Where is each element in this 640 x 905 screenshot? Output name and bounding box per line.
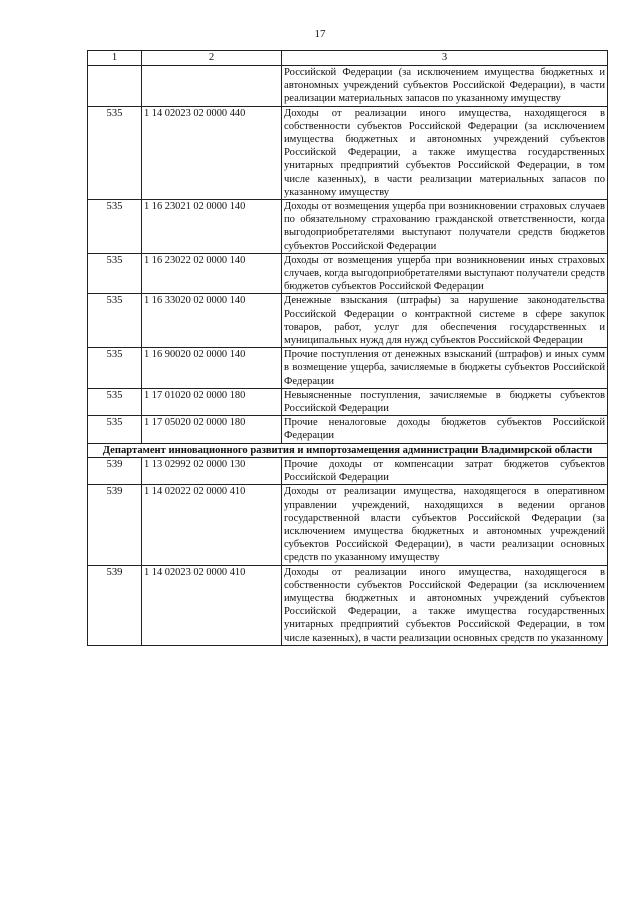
table-row bbox=[88, 565, 608, 645]
table-row bbox=[88, 485, 608, 565]
revenue-codes-table bbox=[87, 50, 608, 646]
budget-classification-code: 1 17 01020 02 0000 180 bbox=[142, 388, 282, 415]
administrator-code bbox=[88, 66, 142, 107]
budget-classification-code: 1 14 02022 02 0000 410 bbox=[142, 485, 282, 565]
table-row bbox=[88, 253, 608, 294]
department-header-row bbox=[88, 443, 608, 457]
administrator-code: 539 bbox=[88, 457, 142, 484]
budget-classification-code: 1 13 02992 02 0000 130 bbox=[142, 457, 282, 484]
table-row bbox=[88, 457, 608, 484]
administrator-code: 535 bbox=[88, 416, 142, 443]
column-header: 1 bbox=[88, 51, 142, 66]
budget-classification-code: 1 16 33020 02 0000 140 bbox=[142, 294, 282, 348]
administrator-code: 535 bbox=[88, 348, 142, 389]
table-header-row bbox=[88, 51, 608, 66]
budget-classification-code: 1 14 02023 02 0000 440 bbox=[142, 106, 282, 199]
revenue-description: Доходы от реализации иного имущества, находящегося в собственности субъектов Российской Федерации (за исключением имущества бюджетных и автономных учреждений субъектов Российской Федерации, а также имущества государственных унитарных предприятий субъектов Российской Федерации, в том числе казенных), в части реализации материальных запасов по указанному имуществу bbox=[282, 106, 608, 199]
table-row bbox=[88, 416, 608, 443]
column-header: 3 bbox=[282, 51, 608, 66]
column-header: 2 bbox=[142, 51, 282, 66]
budget-classification-code: 1 17 05020 02 0000 180 bbox=[142, 416, 282, 443]
budget-classification-code: 1 16 23022 02 0000 140 bbox=[142, 253, 282, 294]
budget-classification-code: 1 16 23021 02 0000 140 bbox=[142, 200, 282, 254]
budget-classification-code: 1 16 90020 02 0000 140 bbox=[142, 348, 282, 389]
revenue-description: Невыясненные поступления, зачисляемые в бюджеты субъектов Российской Федерации bbox=[282, 388, 608, 415]
revenue-description: Прочие неналоговые доходы бюджетов субъектов Российской Федерации bbox=[282, 416, 608, 443]
department-name: Департамент инновационного развития и импортозамещения администрации Владимирской области bbox=[88, 443, 608, 457]
table-row bbox=[88, 106, 608, 199]
administrator-code: 535 bbox=[88, 200, 142, 254]
table-row bbox=[88, 348, 608, 389]
revenue-description: Доходы от реализации имущества, находящегося в оперативном управлении учреждений, находящихся в ведении органов государственной власти субъектов Российской Федерации (за исключением имущества бюджетных и автономных учреждений субъектов Российской Федерации), в части реализации основных средств по указанному имуществу bbox=[282, 485, 608, 565]
administrator-code: 535 bbox=[88, 294, 142, 348]
revenue-description: Доходы от возмещения ущерба при возникновении страховых случаев по обязательному страхованию гражданской ответственности, когда выгодоприобретателями выступают получатели средств бюджетов субъектов Российской Федерации bbox=[282, 200, 608, 254]
table-row bbox=[88, 66, 608, 107]
revenue-description: Российской Федерации (за исключением имущества бюджетных и автономных учреждений субъектов Российской Федерации), в части реализации материальных запасов по указанному имуществу bbox=[282, 66, 608, 107]
administrator-code: 535 bbox=[88, 253, 142, 294]
table-body bbox=[88, 66, 608, 646]
administrator-code: 535 bbox=[88, 106, 142, 199]
table-row bbox=[88, 388, 608, 415]
budget-classification-code bbox=[142, 66, 282, 107]
revenue-description: Доходы от возмещения ущерба при возникновении иных страховых случаев, когда выгодоприобретателями выступают получатели средств бюджетов субъектов Российской Федерации bbox=[282, 253, 608, 294]
table-row bbox=[88, 294, 608, 348]
administrator-code: 535 bbox=[88, 388, 142, 415]
administrator-code: 539 bbox=[88, 485, 142, 565]
revenue-description: Доходы от реализации иного имущества, находящегося в собственности субъектов Российской Федерации (за исключением имущества бюджетных и автономных учреждений субъектов Российской Федерации, а также имущества государственных унитарных предприятий субъектов Российской Федерации, в том числе казенных), в части реализации основных средств по указанному bbox=[282, 565, 608, 645]
table-row bbox=[88, 200, 608, 254]
budget-classification-code: 1 14 02023 02 0000 410 bbox=[142, 565, 282, 645]
page-number: 17 bbox=[314, 28, 326, 40]
revenue-description: Денежные взыскания (штрафы) за нарушение законодательства Российской Федерации о контрактной системе в сфере закупок товаров, работ, услуг для обеспечения государственных и муниципальных нужд для нужд субъектов Российской Федерации bbox=[282, 294, 608, 348]
administrator-code: 539 bbox=[88, 565, 142, 645]
revenue-description: Прочие поступления от денежных взысканий (штрафов) и иных сумм в возмещение ущерба, зачисляемые в бюджеты субъектов Российской Федерации bbox=[282, 348, 608, 389]
revenue-description: Прочие доходы от компенсации затрат бюджетов субъектов Российской Федерации bbox=[282, 457, 608, 484]
